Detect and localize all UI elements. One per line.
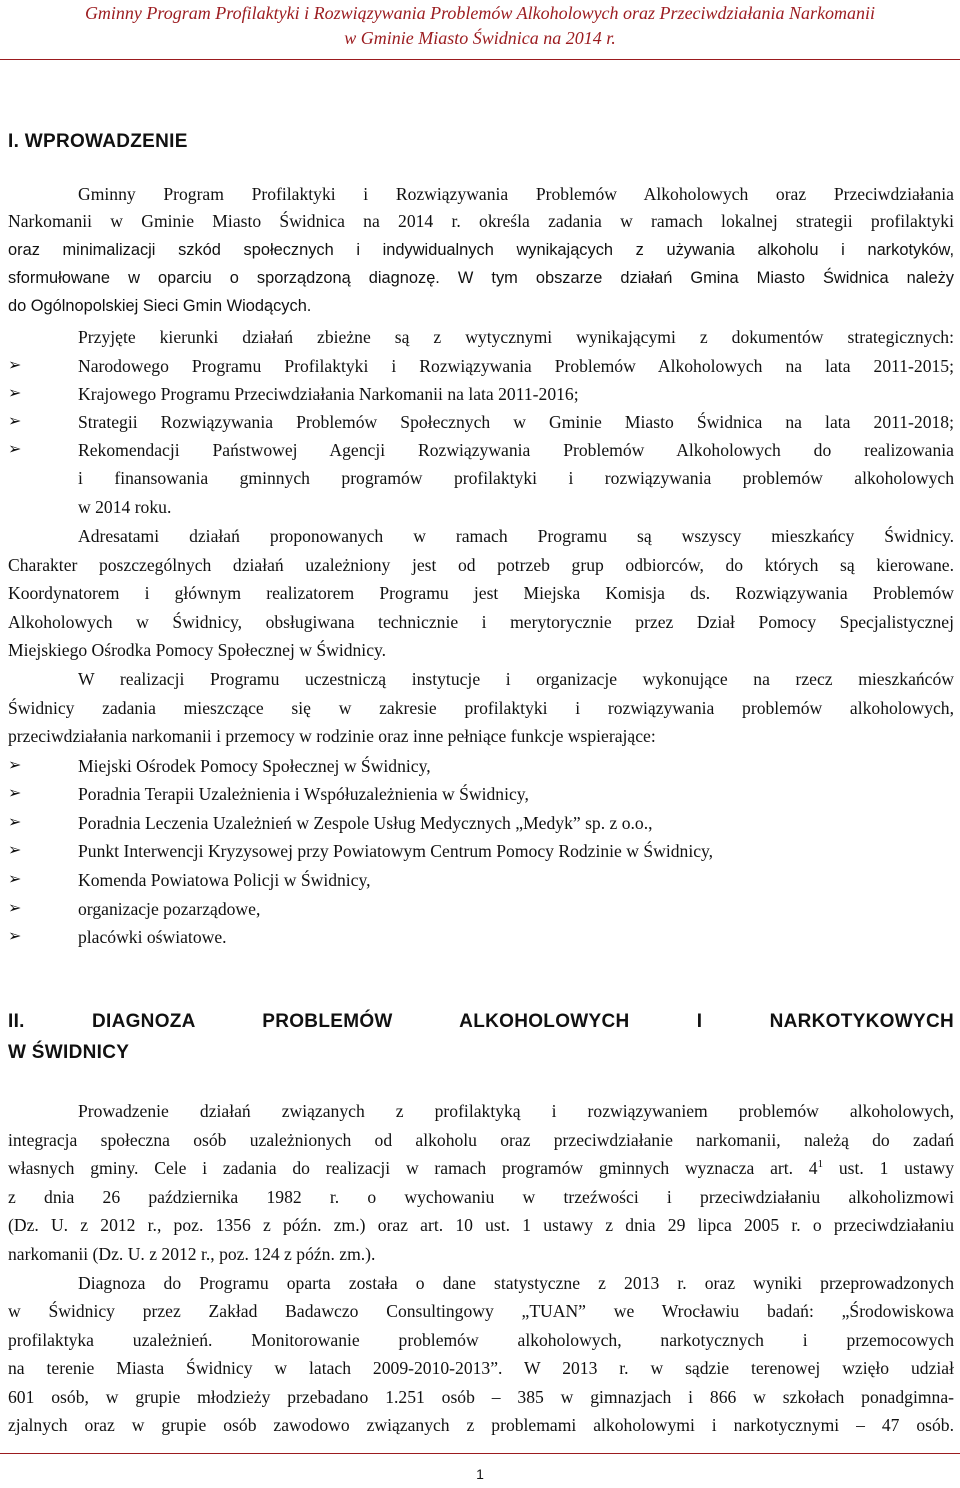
arrow-bullet-icon: ➢: [8, 928, 22, 945]
arrow-bullet-icon: ➢: [8, 357, 22, 374]
header-line-1: Gminny Program Profilaktyki i Rozwiązywania Problemów Alkoholowych oraz Przeciwdziałania Narkomanii: [84, 3, 876, 23]
page-number: 1: [476, 1466, 484, 1482]
header-line-2: w Gminie Miasto Świdnica na 2014 r.: [344, 28, 616, 48]
paragraph-line: Miejskiego Ośrodka Pomocy Społecznej w Świdnicy.: [8, 640, 387, 660]
paragraph-line: Prowadzenie działań związanych z profilaktyką i rozwiązywaniem problemów alkoholowych,: [78, 1101, 954, 1121]
paragraph-line: W realizacji Programu uczestniczą instytucje i organizacje wykonujące na rzecz mieszkańców: [78, 669, 954, 689]
arrow-bullet-icon: ➢: [8, 842, 22, 859]
paragraph-line: integracja społeczna osób uzależnionych od alkoholu oraz przeciwdziałanie narkomanii, należą do zadań: [8, 1130, 954, 1150]
paragraph-line: Adresatami działań proponowanych w ramach Programu są wszyscy mieszkańcy Świdnicy.: [78, 526, 954, 546]
paragraph-line: Koordynatorem i głównym realizatorem Programu jest Miejska Komisja ds. Rozwiązywania Problemów: [8, 583, 954, 603]
paragraph-line: Diagnoza do Programu oparta została o dane statystyczne z 2013 r. oraz wyniki przeprowadzonych: [78, 1273, 954, 1293]
arrow-bullet-icon: ➢: [8, 441, 22, 458]
paragraph-line: profilaktyka uzależnień. Monitorowanie problemów alkoholowych, narkotycznych i przemocowych: [8, 1330, 954, 1350]
list-item: Narodowego Programu Profilaktyki i Rozwiązywania Problemów Alkoholowych na lata 2011-2015;: [78, 356, 954, 376]
arrow-bullet-icon: ➢: [8, 900, 22, 917]
paragraph-line: narkomanii (Dz. U. z 2012 r., poz. 124 z późn. zm.).: [8, 1244, 376, 1264]
paragraph-line: Gminny Program Profilaktyki i Rozwiązywania Problemów Alkoholowych oraz Przeciwdziałania: [78, 184, 954, 204]
list-item: Poradnia Terapii Uzależnienia i Współuzależnienia w Świdnicy,: [78, 784, 529, 804]
list-item: placówki oświatowe.: [78, 927, 227, 947]
paragraph-line: (Dz. U. z 2012 r., poz. 1356 z późn. zm.) oraz art. 10 ust. 1 ustawy z dnia 29 lipca 2005 r. o przeciwdziałaniu: [8, 1215, 954, 1235]
paragraph-line: Alkoholowych w Świdnicy, obsługiwana technicznie i merytorycznie przez Dział Pomocy Specjalistycznej: [8, 612, 954, 632]
section-2-heading: II. DIAGNOZA PROBLEMÓW ALKOHOLOWYCH I NARKOTYKOWYCH: [8, 1011, 954, 1032]
paragraph-line: zjalnych oraz w grupie osób zawodowo związanych z problemami alkoholowymi i narkotycznymi – 47 osób.: [8, 1415, 954, 1435]
arrow-bullet-icon: ➢: [8, 785, 22, 802]
list-item-continuation: i finansowania gminnych programów profilaktyki i rozwiązywania problemów alkoholowych: [78, 468, 954, 488]
paragraph-line: Świdnicy zadania mieszczące się w zakresie profilaktyki i rozwiązywania problemów alkoholowych,: [8, 698, 954, 718]
section-1-heading: I. WPROWADZENIE: [8, 131, 188, 152]
list-item: Komenda Powiatowa Policji w Świdnicy,: [78, 870, 371, 890]
paragraph-line: Charakter poszczególnych działań uzależniony jest od potrzeb grup odbiorców, do których są kierowane.: [8, 555, 954, 575]
arrow-bullet-icon: ➢: [8, 871, 22, 888]
paragraph-line: z dnia 26 października 1982 r. o wychowaniu w trzeźwości i przeciwdziałaniu alkoholizmowi: [8, 1187, 954, 1207]
list-item: Punkt Interwencji Kryzysowej przy Powiatowym Centrum Pomocy Rodzinie w Świdnicy,: [78, 841, 714, 861]
arrow-bullet-icon: ➢: [8, 413, 22, 430]
paragraph-line: [8, 1155, 954, 1181]
paragraph-line: w Świdnicy przez Zakład Badawczo Consultingowy „TUAN” we Wrocławiu badań: „Środowiskowa: [8, 1301, 954, 1321]
footer-rule: [0, 1453, 960, 1454]
footnote-ref: 1: [817, 1158, 824, 1171]
list-item: Rekomendacji Państwowej Agencji Rozwiązywania Problemów Alkoholowych do realizowania: [78, 440, 954, 460]
list-item: Strategii Rozwiązywania Problemów Społecznych w Gminie Miasto Świdnica na lata 2011-2018;: [78, 412, 954, 432]
list-item-continuation: w 2014 roku.: [78, 497, 172, 517]
list-item: Miejski Ośrodek Pomocy Społecznej w Świdnicy,: [78, 756, 431, 776]
paragraph-line: sformułowane w oparciu o sporządzoną diagnozę. W tym obszarze działań Gmina Miasto Świdnica należy: [8, 269, 954, 287]
paragraph-line: Narkomanii w Gminie Miasto Świdnica na 2014 r. określa zadania w ramach lokalnej strategii profilaktyki: [8, 211, 954, 231]
text: ust. 1 ustawy: [823, 1158, 954, 1178]
arrow-bullet-icon: ➢: [8, 814, 22, 831]
paragraph-line: na terenie Miasta Świdnicy w latach 2009-2010-2013”. W 2013 r. w sądzie terenowej wzięło udział: [8, 1358, 954, 1378]
paragraph-line: oraz minimalizacji szkód społecznych i indywidualnych wynikających z używania alkoholu i narkotyków,: [8, 241, 954, 259]
text: własnych gminy. Cele i zadania do realizacji w ramach programów gminnych wyznacza art. 4: [8, 1158, 818, 1178]
arrow-bullet-icon: ➢: [8, 385, 22, 402]
list-item: Poradnia Leczenia Uzależnień w Zespole Usług Medycznych „Medyk” sp. z o.o.,: [78, 813, 653, 833]
list-item: organizacje pozarządowe,: [78, 899, 261, 919]
arrow-bullet-icon: ➢: [8, 757, 22, 774]
paragraph-line: przeciwdziałania narkomanii i przemocy w rodzinie oraz inne pełniące funkcje wspierające:: [8, 726, 656, 746]
header-rule: [0, 59, 960, 60]
list-item: Krajowego Programu Przeciwdziałania Narkomanii na lata 2011-2016;: [78, 384, 579, 404]
paragraph-line: do Ogólnopolskiej Sieci Gmin Wiodących.: [8, 297, 312, 315]
paragraph-line: 601 osób, w grupie młodzieży przebadano 1.251 osób – 385 w gimnazjach i 866 w szkołach ponadgimna-: [8, 1387, 954, 1407]
running-header: [0, 0, 960, 62]
section-2-heading-cont: W ŚWIDNICY: [8, 1042, 130, 1063]
paragraph-line: Przyjęte kierunki działań zbieżne są z wytycznymi wynikającymi z dokumentów strategicznych:: [78, 327, 954, 347]
